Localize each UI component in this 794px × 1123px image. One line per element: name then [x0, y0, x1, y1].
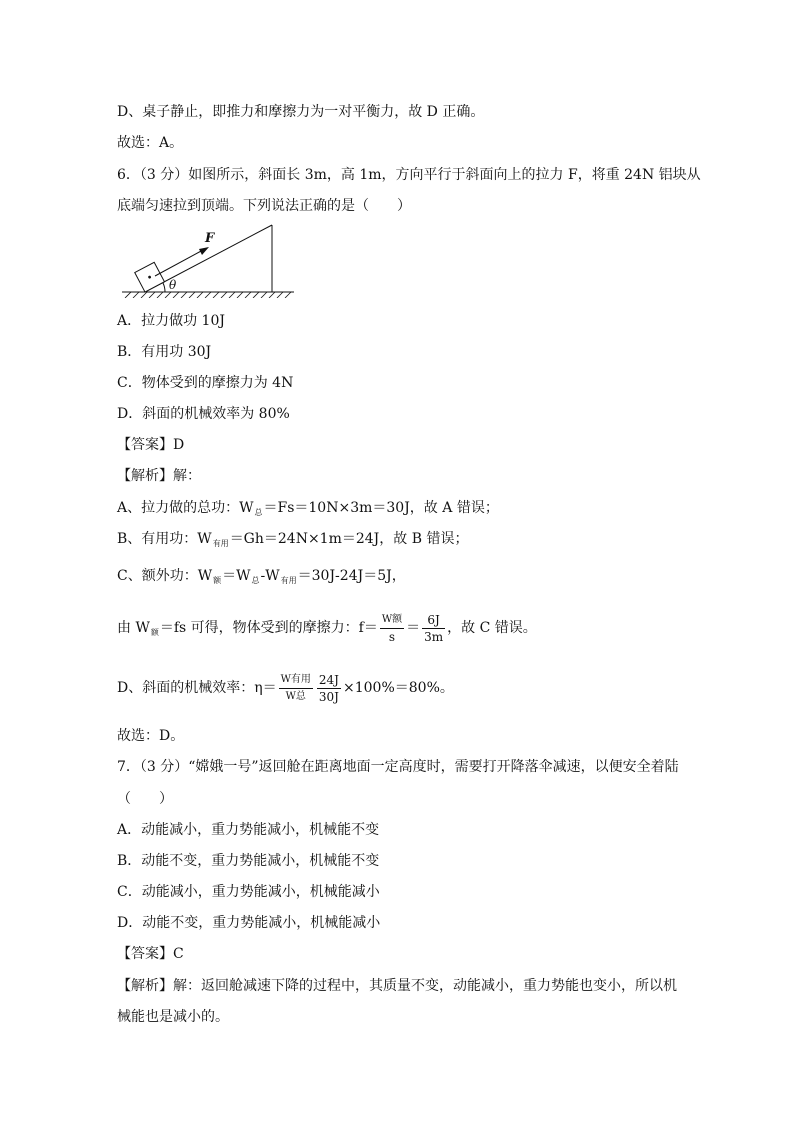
angle-arc — [163, 283, 165, 292]
angle-label: θ — [169, 278, 177, 292]
q6-analysis-c: C、额外功：$W_额=W_总-W_{有用}=30J-24J=5J$， — [117, 568, 406, 585]
fraction-w-extra-over-s: $\frac{\text{W额}}{s}$ — [381, 613, 403, 644]
ground-hatch — [125, 292, 291, 298]
q6-option-c: C．物体受到的摩擦力为 4N — [117, 375, 294, 391]
q7-answer: 【答案】C — [117, 946, 184, 962]
q6-analysis-head: 【解析】解： — [117, 468, 201, 484]
q7-stem-line1: 7．（3 分）“嫦娥一号”返回舱在距离地面一定高度时，需要打开降落伞减速，以便安全着陆 — [117, 759, 679, 775]
q6-analysis-a: A、拉力做的总功：$W_总=Fs=10N\times 3m=30J$，故 A 错误； — [117, 500, 499, 517]
q6-option-a: A．拉力做功 10J — [117, 313, 225, 329]
q7-analysis-line1: 【解析】解：返回舱减速下降的过程中，其质量不变，动能减小，重力势能也变小，所以机 — [117, 978, 677, 994]
fraction-24j-over-30j: $\frac{24J}{30J}$ — [318, 672, 339, 704]
force-arrowhead — [199, 247, 209, 255]
q6-stem-line2: 底端匀速拉到顶端。下列说法正确的是（ ） — [117, 198, 411, 214]
q7-option-d: D．动能不变，重力势能减小，机械能减小 — [117, 915, 381, 931]
q6-stem-line1: 6．（3 分）如图所示，斜面长 3m，高 1m，方向平行于斜面向上的拉力 F，将重 24N 铝块从 — [117, 167, 701, 183]
q6-option-d: D．斜面的机械效率为 80% — [117, 406, 290, 422]
prev-choice: 故选：A。 — [117, 135, 184, 151]
block — [135, 262, 165, 292]
q6-efficiency-formula: D、斜面的机械效率：η＝ $\frac{\text{W有用}}{\text{W总}}$ $\frac{24J}{30J}$ ×100%＝80%。 — [117, 672, 454, 704]
q7-option-c: C．动能减小，重力势能减小，机械能减小 — [117, 884, 380, 900]
q7-analysis-line2: 械能也是减小的。 — [117, 1009, 229, 1025]
q6-analysis-b: B、有用功：$W_{有用}=Gh=24N\times 1m=24J$，故 B 错误； — [117, 531, 469, 548]
q6-choice: 故选：D。 — [117, 728, 185, 744]
q6-answer: 【答案】D — [117, 437, 185, 453]
q7-stem-line2: （ ） — [117, 791, 173, 807]
q7-option-b: B．动能不变，重力势能减小，机械能不变 — [117, 853, 380, 869]
q6-friction-formula: 由 $W_额=fs$ 可得，物体受到的摩擦力：f＝ $\frac{\text{W额}}{s}$ ＝ $\frac{6J}{3m}$ ，故 C 错误。 — [117, 612, 537, 644]
q6-option-b: B．有用功 30J — [117, 344, 212, 360]
force-label: F — [205, 231, 215, 246]
fraction-6j-over-3m: $\frac{6J}{3m}$ — [424, 612, 444, 644]
prev-option-d: D、桌子静止，即推力和摩擦力为一对平衡力，故 D 正确。 — [117, 104, 485, 120]
force-arrow — [155, 250, 203, 276]
fraction-w-useful-over-w-total: $\frac{\text{W有用}}{\text{W总}}$ — [280, 673, 311, 702]
q7-option-a: A．动能减小，重力势能减小，机械能不变 — [117, 822, 380, 838]
incline-diagram — [117, 222, 297, 298]
